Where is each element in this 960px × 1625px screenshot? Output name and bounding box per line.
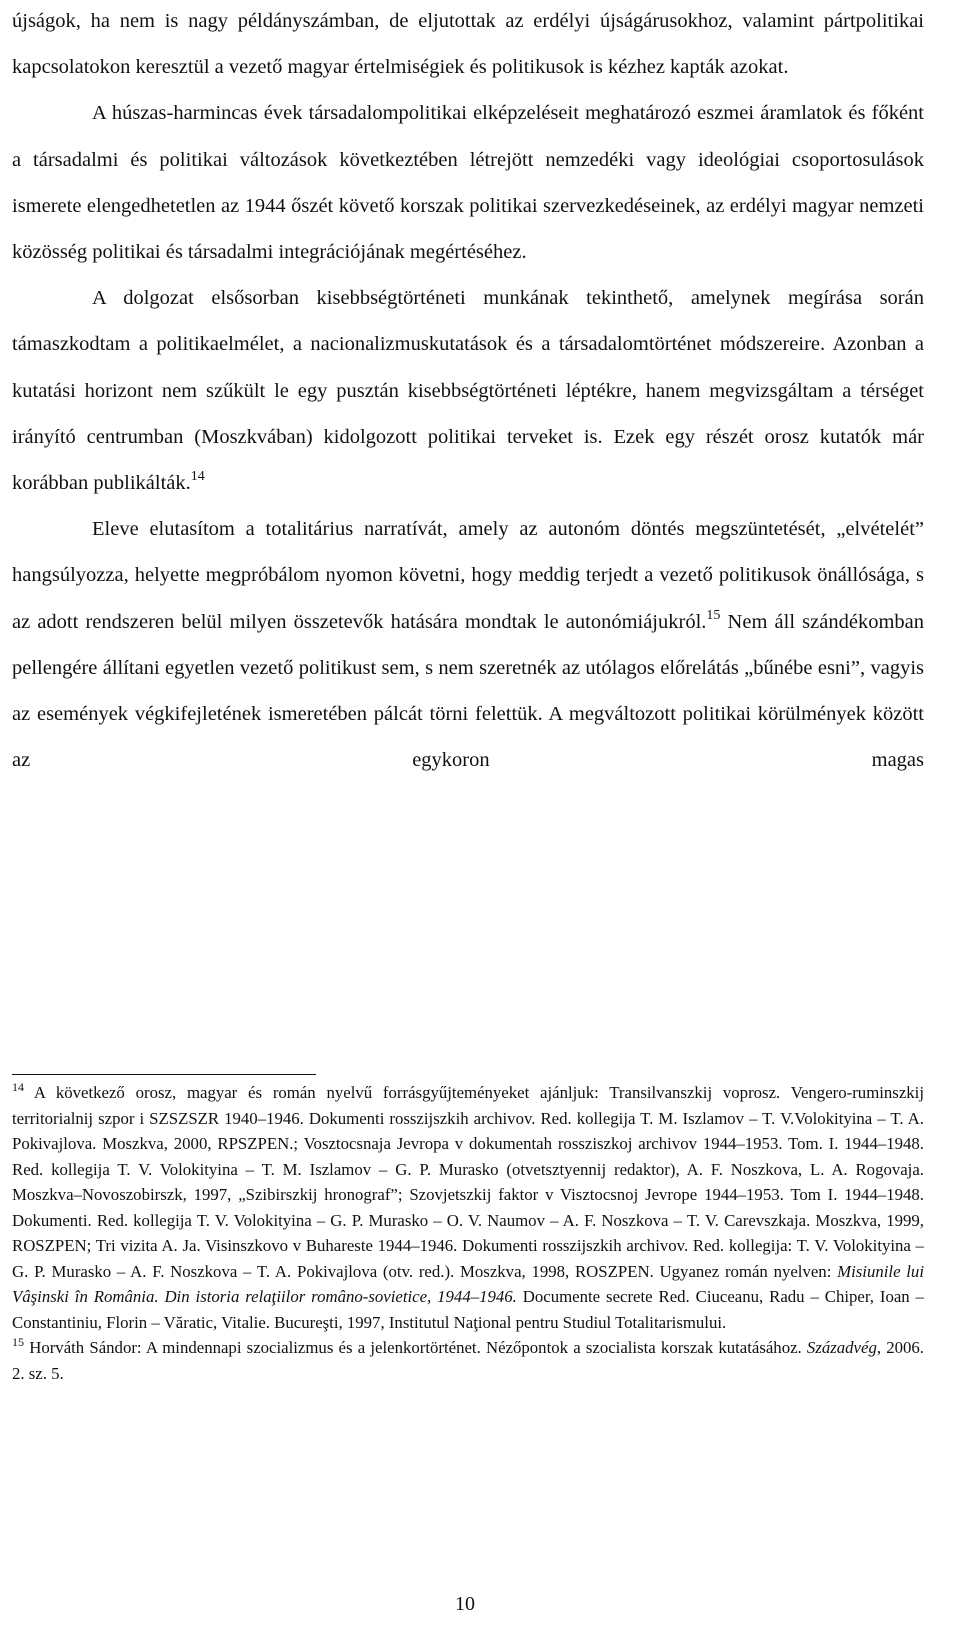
body-text [12,0,924,783]
footnote-text: , 2006. 2. sz. 5. [12,1338,924,1383]
footnote-separator [12,1074,316,1075]
paragraph [12,275,924,506]
paragraph-text: A húszas-harmincas évek társadalompolitikai elképzeléseit meghatározó eszmei áramlatok és főként a társadalmi és politikai változások következtében létrejött nemzedéki vagy ideológiai csoportosulások ismerete elengedhetetlen az 1944 őszét követő korszak politikai szervezkedéseinek, az erdélyi magyar nemzeti közösség politikai és társadalmi integrációjának megértéséhez. [12,102,924,264]
footnote-number: 15 [12,1335,24,1349]
footnote-text: Documente secrete Red. Ciuceanu, Radu – Chiper, Ioan – Constantiniu, Florin – Văratic, Vitalie. Bucureşti, 1997, Institutul Naţional pentru Studiul Totalitarismului. [12,1287,924,1332]
footnote-italic-title: Misiunile lui Vâşinski în România. Din istoria relaţiilor româno-sovietice, 1944–1946. [12,1261,924,1306]
footnote-italic-title: Századvég [806,1338,877,1357]
footnote-number: 14 [12,1080,24,1094]
paragraph [12,506,924,783]
page-number: 10 [455,1593,475,1615]
paragraph-text: A dolgozat elsősorban kisebbségtörténeti munkának tekinthető, amelynek megírása során támaszkodtam a politikaelmélet, a nacionalizmuskutatások és a társadalomtörténet módszereire. Azonban a kutatási horizont nem szűkült le egy pusztán kisebbségtörténeti léptékre, hanem megvizsgáltam a térséget irányító centrumban (Moszkvában) kidolgozott politikai terveket is. Ezek egy részét orosz kutatók már korábban publikálták. [12,287,924,495]
footnotes [12,1080,924,1386]
paragraph [12,0,924,90]
paragraph-text: újságok, ha nem is nagy példányszámban, de eljutottak az erdélyi újságárusokhoz, valamint pártpolitikai kapcsolatokon keresztül a vezető magyar értelmiségiek és politikusok is kézhez kapták azokat. [12,10,924,79]
footnote [12,1335,924,1386]
paragraph-text: Eleve elutasítom a totalitárius narratívát, amely az autonóm döntés megszüntetését, „elvételét” hangsúlyozza, helyette megpróbálom nyomon követni, hogy meddig terjedt a vezető politikusok önállósága, s az adott rendszeren belül milyen összetevők hatására mondtak le autonómiájukról. [12,518,924,633]
footnote [12,1080,924,1335]
footnote-text: Horváth Sándor: A mindennapi szocializmus és a jelenkortörténet. Nézőpontok a szocialista korszak kutatásához. [29,1338,807,1357]
footnote-reference[interactable]: 14 [190,469,205,485]
footnote-text: A következő orosz, magyar és román nyelvű forrásgyűjteményeket ajánljuk: Transilvanszkij voprosz. Vengero-ruminszkij territorialnij szpor i SZSZSZR 1940–1946. Dokumenti rosszijszkih archivov. Red. kollegija T. M. Iszlamov – T. V.Volokityina – T. A. Pokivajlova. Moszkva, 2000, RPSZPEN.; Vosztocsnaja Jevropa v dokumentah rossziszkoj archivov 1944–1953. Tom. I. 1944–1948. Red. kollegija T. V. Volokityina – T. M. Iszlamov – G. P. Murasko (otvetsztyennij redaktor), A. F. Noszkova, L. A. Rogovaja. Moszkva–Novoszobirszk, 1997, „Szibirszkij hronograf”; Szovjetszkij faktor v Visztocsnoj Jevrope 1944–1953. Tom I. 1944–1948. Dokumenti. Red. kollegija T. V. Volokityina – G. P. Murasko – O. V. Naumov – A. F. Noszkova – T. V. Carevszkaja. Moszkva, 1999, ROSZPEN; Tri vizita A. Ja. Visinszkovo v Buhareste 1944–1946. Dokumenti rosszijszkih archivov. Red. kollegija: T. V. Volokityina – G. P. Murasko – A. F. Noszkova – T. A. Pokivajlova (otv. red.). Moszkva, 1998, ROSZPEN. Ugyanez román nyelven: [12,1083,924,1281]
paragraph [12,90,924,275]
paragraph-text: Nem áll szándékomban pellengére állítani egyetlen vezető politikust sem, s nem szeretnék az utólagos előrelátás „bűnébe esni”, vagyis az események végkifejletének ismeretében pálcát törni felettük. A megváltozott politikai körülmények között az egykoron magas [12,610,924,772]
footnote-reference[interactable]: 15 [706,607,721,623]
